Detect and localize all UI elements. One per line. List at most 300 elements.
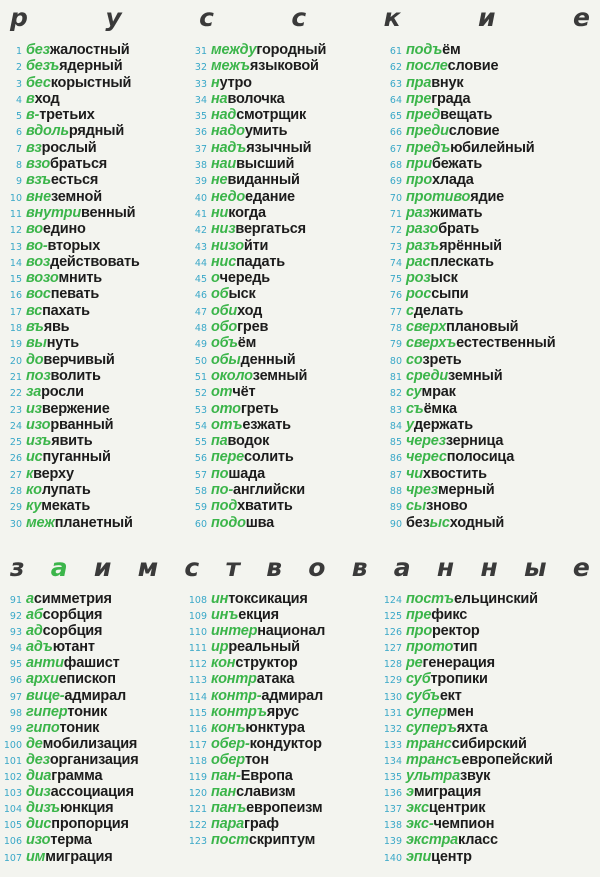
item-number: 55 [194,437,207,449]
word [26,254,140,270]
word [406,303,463,319]
prefix: в- [26,107,40,124]
item-number: 123 [188,836,207,848]
word-row [2,205,140,221]
prefix: наи [211,156,237,173]
prefix: диа [26,768,52,785]
prefix: гипер [26,703,68,720]
word [211,368,307,384]
prefix: с [406,302,414,319]
item-number: 86 [389,453,402,465]
root: естественный [456,335,556,352]
prefix: архи [26,671,59,688]
word-row [380,655,553,671]
root: лупать [41,482,91,499]
word-row [380,172,555,188]
word-row [185,303,326,319]
prefix: из [26,400,42,417]
word-row [2,123,140,139]
prefix: преди [406,123,449,140]
prefix: низ [211,221,236,238]
word-row [380,205,555,221]
root: юнкция [59,800,114,817]
word-row [380,368,555,384]
item-number: 40 [194,192,207,204]
word-row [380,75,555,91]
word [211,384,255,400]
root: едание [245,188,295,205]
heading-letter: в [351,552,368,582]
word [406,816,494,832]
item-number: 93 [9,627,22,639]
word [26,482,91,498]
root: структор [235,655,298,672]
root: мнить [58,270,102,287]
prefix: роз [406,270,431,287]
root: национал [257,623,326,640]
root: чёт [232,384,256,401]
root: язычный [246,139,312,156]
word-row [2,335,140,351]
prefix: ко [26,482,42,499]
word [211,515,274,531]
root: юбилейный [450,139,535,156]
item-number: 139 [383,836,402,848]
prefix: обер- [211,735,250,752]
word [26,515,133,531]
item-number: 13 [9,241,22,253]
item-number: 7 [15,143,22,155]
word [406,768,490,784]
word-row [2,417,140,433]
root: центрик [428,800,486,817]
prefix: до [26,351,44,368]
root: ядие [470,188,505,205]
root: верху [33,465,74,482]
borrowed-column-3 [380,591,553,865]
item-number: 28 [9,486,22,498]
word [26,449,111,465]
word-row [2,189,140,205]
russian-column-1 [2,42,140,531]
item-number: 5 [15,111,22,123]
item-number: 80 [389,355,402,367]
root: ходный [449,514,505,531]
root: нуть [46,335,79,352]
word-row [2,303,140,319]
root: епископ [58,671,116,688]
heading-letter: с [291,2,307,32]
word-row [185,221,326,237]
root: бежать [431,156,483,173]
item-number: 2 [15,62,22,74]
word-row [185,238,326,254]
word [406,832,498,848]
prefix: во [26,221,43,238]
prefix: дис [26,816,52,833]
item-number: 99 [9,723,22,735]
root: ярус [266,703,299,720]
item-number: 119 [188,772,207,784]
word-row [2,768,139,784]
word [211,768,293,784]
prefix: су [406,384,422,401]
root: граф [244,816,279,833]
prefix: на [211,90,228,107]
item-number: 49 [194,339,207,351]
prefix: эпи [406,848,432,865]
prefix: панъ [211,800,247,817]
root: сибирский [451,735,527,752]
word [211,784,295,800]
word-row [380,417,555,433]
word [406,752,553,768]
word-row [2,784,139,800]
word-row [2,816,139,832]
word [211,221,306,237]
item-number: 38 [194,160,207,172]
word [406,156,482,172]
root: мекать [41,498,91,515]
prefix: чи [406,465,423,482]
prefix: конъ [211,719,246,736]
word [211,752,269,768]
word-row [380,482,555,498]
root: рванный [50,416,114,433]
word-row [185,42,326,58]
item-number: 62 [389,62,402,74]
root: реальный [228,639,300,656]
word-row [2,515,140,531]
word [211,319,268,335]
prefix: через [406,433,446,450]
prefix: изо [26,416,51,433]
prefix: рос [406,286,432,303]
root: певать [50,286,100,303]
word-row [185,704,325,720]
prefix: без [26,42,50,58]
root: ыск [430,270,458,287]
root: мрак [421,384,456,401]
heading-letter: н [480,552,498,582]
word [406,704,474,720]
word-row [380,704,553,720]
word-row [380,156,555,172]
word [406,515,504,531]
word [26,303,90,319]
item-number: 133 [383,739,402,751]
word [26,720,99,736]
root: фашист [63,655,120,672]
prefix: о [211,270,220,287]
root: чемпион [433,816,495,833]
word [26,172,98,188]
root: браться [50,156,108,173]
item-number: 10 [9,192,22,204]
root: волить [50,367,101,384]
word [406,352,461,368]
word [406,107,492,123]
word-row [185,466,326,482]
item-number: 31 [194,46,207,57]
root: сыпи [431,286,469,303]
prefix: сы [406,498,427,515]
prefix: дизъ [26,800,60,817]
root: ём [237,335,257,352]
word [211,720,305,736]
root: генерация [422,655,495,672]
item-number: 137 [383,804,402,816]
word-row [380,270,555,286]
root: тропики [430,671,488,688]
word-row [185,768,325,784]
word [211,123,287,139]
prefix: надъ [211,139,247,156]
heading-letter: о [308,552,326,582]
item-number: 12 [9,225,22,237]
item-number: 45 [194,274,207,286]
word [406,238,502,254]
word [406,319,518,335]
item-number: 53 [194,404,207,416]
root: мен [446,703,474,720]
prefix: пре [406,607,432,624]
item-number: 3 [15,78,22,90]
word [211,736,322,752]
root: скриптум [248,832,316,849]
word-row [380,688,553,704]
word-row [185,286,326,302]
word [406,482,495,498]
prefix: пара [211,816,245,833]
prefix: ыс [429,514,450,531]
prefix: трансъ [406,751,462,768]
prefix: взо [26,156,51,173]
word-row [380,401,555,417]
item-number: 122 [188,820,207,832]
word-row [2,42,140,58]
prefix: вы [26,335,47,352]
word [406,720,488,736]
word-row [380,752,553,768]
root: внук [431,74,464,91]
root: ыск [228,286,256,303]
item-number: 22 [9,388,22,400]
root: ект [439,687,462,704]
heading-letter: н [436,552,455,582]
word [211,335,256,351]
word-row [380,107,555,123]
word-row [380,591,553,607]
prefix: разо [406,221,439,238]
word [26,352,115,368]
word [26,140,96,156]
word [211,75,252,91]
word [211,591,308,607]
prefix: раз [406,204,430,221]
word-row [2,107,140,123]
word [26,58,122,74]
item-number: 70 [389,192,402,204]
word-row [380,58,555,74]
heading-russian [10,3,590,31]
word-row [2,800,139,816]
item-number: 127 [383,643,402,655]
item-number: 79 [389,339,402,351]
word [26,849,112,865]
prefix: внутри [26,204,81,221]
word-row [380,768,553,784]
prefix: рас [406,253,431,270]
prefix: им [26,848,46,865]
word [26,368,101,384]
item-number: 115 [188,707,207,719]
item-number: 87 [389,469,402,481]
root: есться [50,172,99,189]
word-row [2,58,140,74]
word [406,784,481,800]
word [26,270,102,286]
item-number: 105 [3,820,22,832]
word-row [2,623,139,639]
word-row [380,816,553,832]
prefix: пре [406,90,432,107]
prefix: объ [211,335,238,352]
prefix: вс [26,302,43,319]
prefix: ни [211,204,229,221]
word-row [380,303,555,319]
word-row [2,238,140,254]
word [26,671,116,687]
item-number: 33 [194,78,207,90]
word [406,800,485,816]
word-row [380,466,555,482]
item-number: 73 [389,241,402,253]
prefix: оби [211,302,238,319]
item-number: 25 [9,437,22,449]
word [406,401,457,417]
root: греть [240,400,279,417]
root: ядерный [59,58,123,75]
heading-letter: е [572,552,590,582]
item-number: 68 [389,160,402,172]
item-number: 106 [3,836,22,848]
word-row [2,270,140,286]
prefix: ир [211,639,229,656]
word-row [185,433,326,449]
item-number: 118 [188,755,207,767]
root: словие [447,58,499,75]
word [406,607,467,623]
word-row [185,417,326,433]
word-row [185,107,326,123]
prefix: воз [26,253,51,270]
word [406,623,480,639]
root: черeдь [219,270,270,287]
item-number: 44 [194,257,207,269]
item-number: 101 [3,755,22,767]
word [26,319,69,335]
word-row [380,498,555,514]
word-row [2,352,140,368]
item-number: 64 [389,94,402,106]
item-number: 136 [383,788,402,800]
word-row [380,352,555,368]
prefix: инъ [211,607,239,624]
item-number: 121 [188,804,207,816]
item-number: 34 [194,94,207,106]
item-number: 6 [15,127,22,139]
item-number: 89 [389,502,402,514]
item-number: 14 [9,257,22,269]
item-number: 43 [194,241,207,253]
word [211,482,305,498]
word [211,607,279,623]
root: сорбция [42,607,103,624]
item-number: 23 [9,404,22,416]
prefix: изъ [26,433,52,450]
word-row [380,189,555,205]
prefix: при [406,156,432,173]
item-number: 71 [389,208,402,220]
word-row [185,58,326,74]
root: ёмка [423,400,457,417]
word [26,417,113,433]
root: яхта [456,719,488,736]
word [211,449,294,465]
word-row [380,623,553,639]
word-row [185,816,325,832]
word [211,270,270,286]
root: планетный [54,514,133,531]
prefix: нис [211,253,237,270]
heading-letter: а [50,552,68,582]
word [406,286,469,302]
item-number: 66 [389,127,402,139]
root: английски [232,482,305,499]
word-row [380,515,555,531]
item-number: 125 [383,611,402,623]
word-row [2,286,140,302]
word-row [2,401,140,417]
root: брать [438,221,480,238]
item-number: 117 [188,739,207,751]
prefix: по [211,465,229,482]
heading-letter: р [10,2,28,32]
word [406,655,495,671]
item-number: 108 [188,595,207,606]
word [211,156,294,172]
prefix: отъ [211,416,243,433]
prefix: аб [26,607,43,624]
word-row [185,623,325,639]
item-number: 120 [188,788,207,800]
borrowed-column-1 [2,591,139,865]
root: ярённый [439,237,502,254]
word-row [380,238,555,254]
word [26,156,107,172]
item-number: 61 [389,46,402,57]
prefix: об [211,286,229,303]
prefix: па [211,433,228,450]
prefix: суб [406,671,431,688]
word [26,784,134,800]
borrowed-column-2 [185,591,325,849]
item-number: 50 [194,355,207,367]
word-row [380,449,555,465]
item-number: 63 [389,78,402,90]
item-number: 24 [9,420,22,432]
